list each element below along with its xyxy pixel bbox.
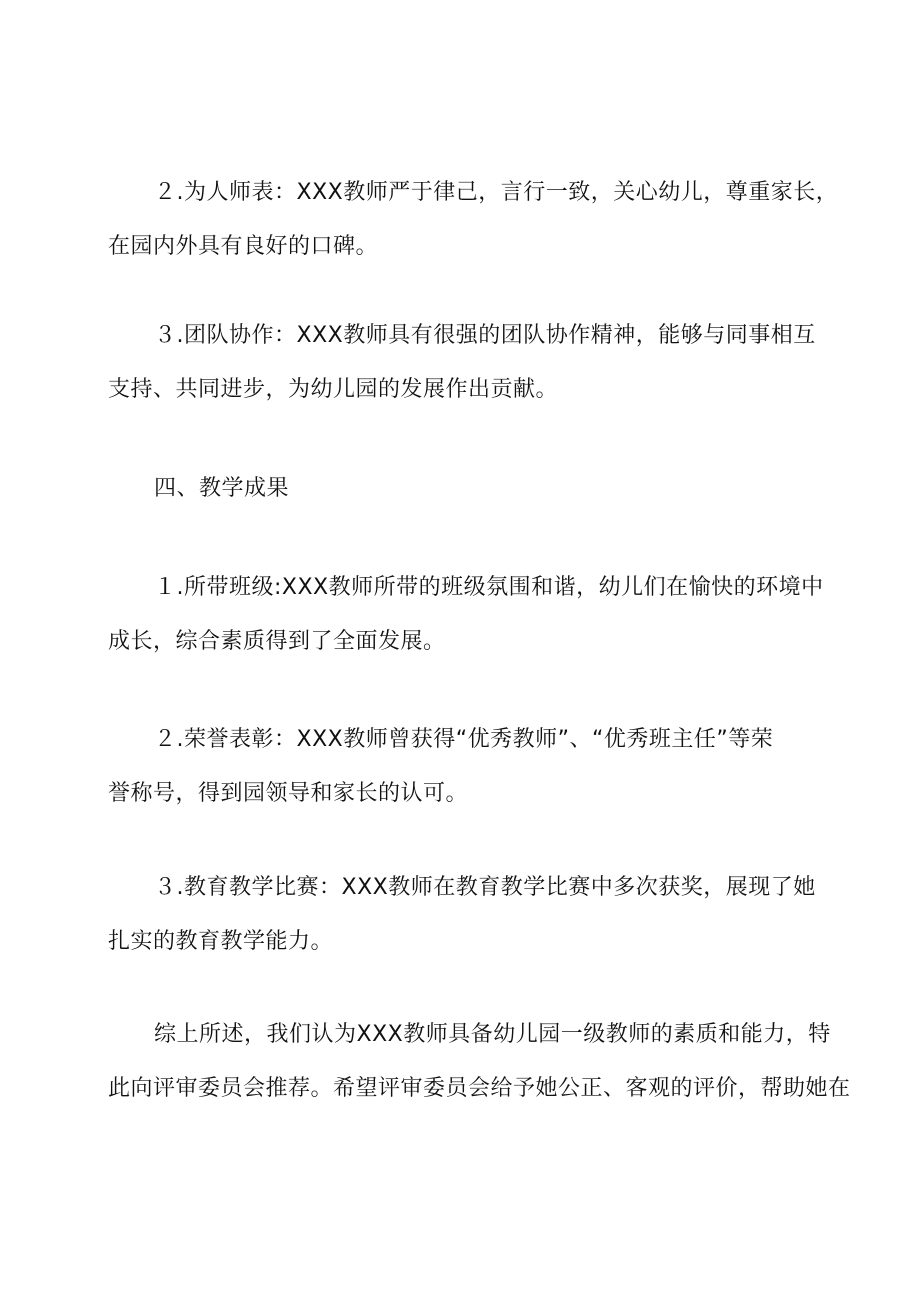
paragraph-line: 此向评审委员会推荐。希望评审委员会给予她公正、客观的评价，帮助她在 [108,1076,851,1101]
paragraph-line: １.所带班级:XXX教师所带的班级氛围和谐，幼儿们在愉快的环境中 [154,575,824,600]
heading-text: 四、教学成果 [154,476,290,501]
paragraph-line: 在园内外具有良好的口碑。 [108,234,379,259]
section-heading-teaching-results [108,462,828,516]
paragraph-line: 成长，综合素质得到了全面发展。 [108,629,446,654]
paragraph-line: ２.为人师表：XXX教师严于律己，言行一致，关心幼儿，尊重家长， [154,180,839,205]
paragraph-line: 综上所述，我们认为XXX教师具备幼儿园一级教师的素质和能力，特 [154,1022,831,1047]
paragraph-line: ２.荣誉表彰：XXX教师曾获得“优秀教师”、“优秀班主任”等荣 [154,727,774,752]
paragraph-teamwork [108,309,828,417]
paragraph-summary [108,1008,851,1116]
paragraph-line: 支持、共同进步，为幼儿园的发展作出贡献。 [108,377,559,402]
paragraph-competition [108,861,828,969]
paragraph-role-model [108,166,839,274]
paragraph-class-led [108,561,828,669]
paragraph-line: ３.团队协作：XXX教师具有很强的团队协作精神，能够与同事相互 [154,323,816,348]
paragraph-honors [108,713,828,821]
paragraph-line: 誉称号，得到园领导和家长的认可。 [108,781,469,806]
paragraph-line: ３.教育教学比赛：XXX教师在教育教学比赛中多次获奖，展现了她 [154,875,816,900]
paragraph-line: 扎实的教育教学能力。 [108,929,334,954]
